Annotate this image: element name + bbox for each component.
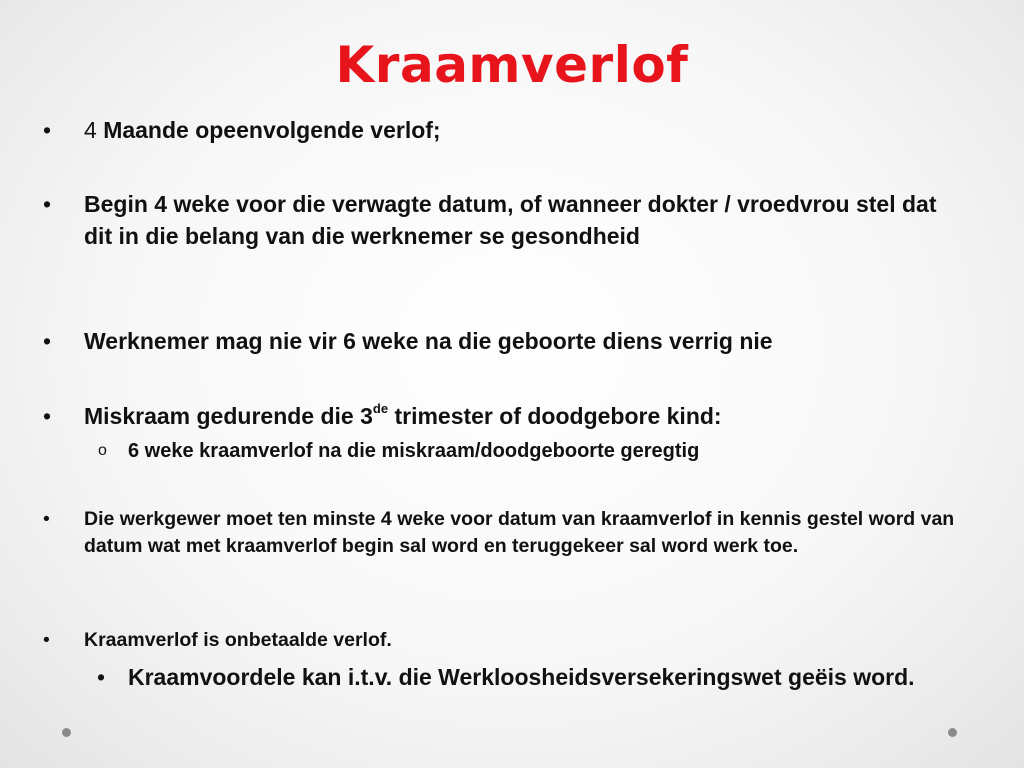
bullet-text: Die werkgewer moet ten minste 4 weke voor datum van kraamverlof in kennis gestel word van datum wat met kraamverlof begin sal word en teruggekeer sal word werk toe. bbox=[84, 508, 955, 557]
bullet-item-no-work bbox=[40, 325, 960, 357]
bullet-text: Werknemer mag nie vir 6 weke na die geboorte diens verrig nie bbox=[84, 328, 773, 354]
sub-bullet-text: 6 weke kraamverlof na die miskraam/doodgeboorte geregtig bbox=[128, 440, 700, 462]
sub-bullet-text: Kraamvoordele kan i.t.v. die Werkloosheidsversekeringswet geëis word. bbox=[128, 664, 915, 690]
slide-title: Kraamverlof bbox=[335, 36, 689, 94]
bullet-text: Kraamverlof is onbetaalde verlof. bbox=[84, 629, 392, 651]
bullet-marker: • bbox=[43, 191, 52, 217]
bullet-label: Maande opeenvolgende verlof; bbox=[103, 117, 441, 143]
bullet-item-duration bbox=[40, 114, 960, 146]
bullet-item-unpaid bbox=[40, 627, 960, 654]
sub-bullet-item-miscarriage-leave bbox=[40, 437, 960, 465]
bullet-marker: • bbox=[43, 403, 52, 429]
bullet-item-start bbox=[40, 188, 960, 252]
bullet-marker: • bbox=[43, 117, 52, 143]
sub-bullet-item-benefits bbox=[40, 661, 955, 693]
bullet-text-after: trimester of doodgebore kind: bbox=[388, 403, 722, 429]
bullet-text: Begin 4 weke voor die verwagte datum, of wanneer dokter / vroedvrou stel dat dit in die belang van die werknemer se gesondheid bbox=[84, 191, 937, 249]
bullet-marker: • bbox=[43, 629, 50, 651]
bullet-text bbox=[84, 400, 960, 432]
bullet-marker: • bbox=[43, 328, 52, 354]
corner-dot-right bbox=[948, 728, 957, 737]
bullet-item-employer-notice bbox=[40, 506, 960, 560]
corner-dot-left bbox=[62, 728, 71, 737]
slide-content bbox=[40, 0, 970, 768]
bullet-number: 4 bbox=[84, 117, 97, 143]
bullet-text bbox=[84, 114, 960, 146]
bullet-marker: • bbox=[43, 508, 50, 530]
bullet-item-miscarriage bbox=[40, 400, 960, 432]
bullet-text-before: Miskraam gedurende die 3 bbox=[84, 403, 373, 429]
ordinal-superscript: de bbox=[372, 401, 389, 417]
sub-bullet-marker: • bbox=[97, 664, 106, 690]
sub-bullet-marker: o bbox=[98, 442, 107, 459]
